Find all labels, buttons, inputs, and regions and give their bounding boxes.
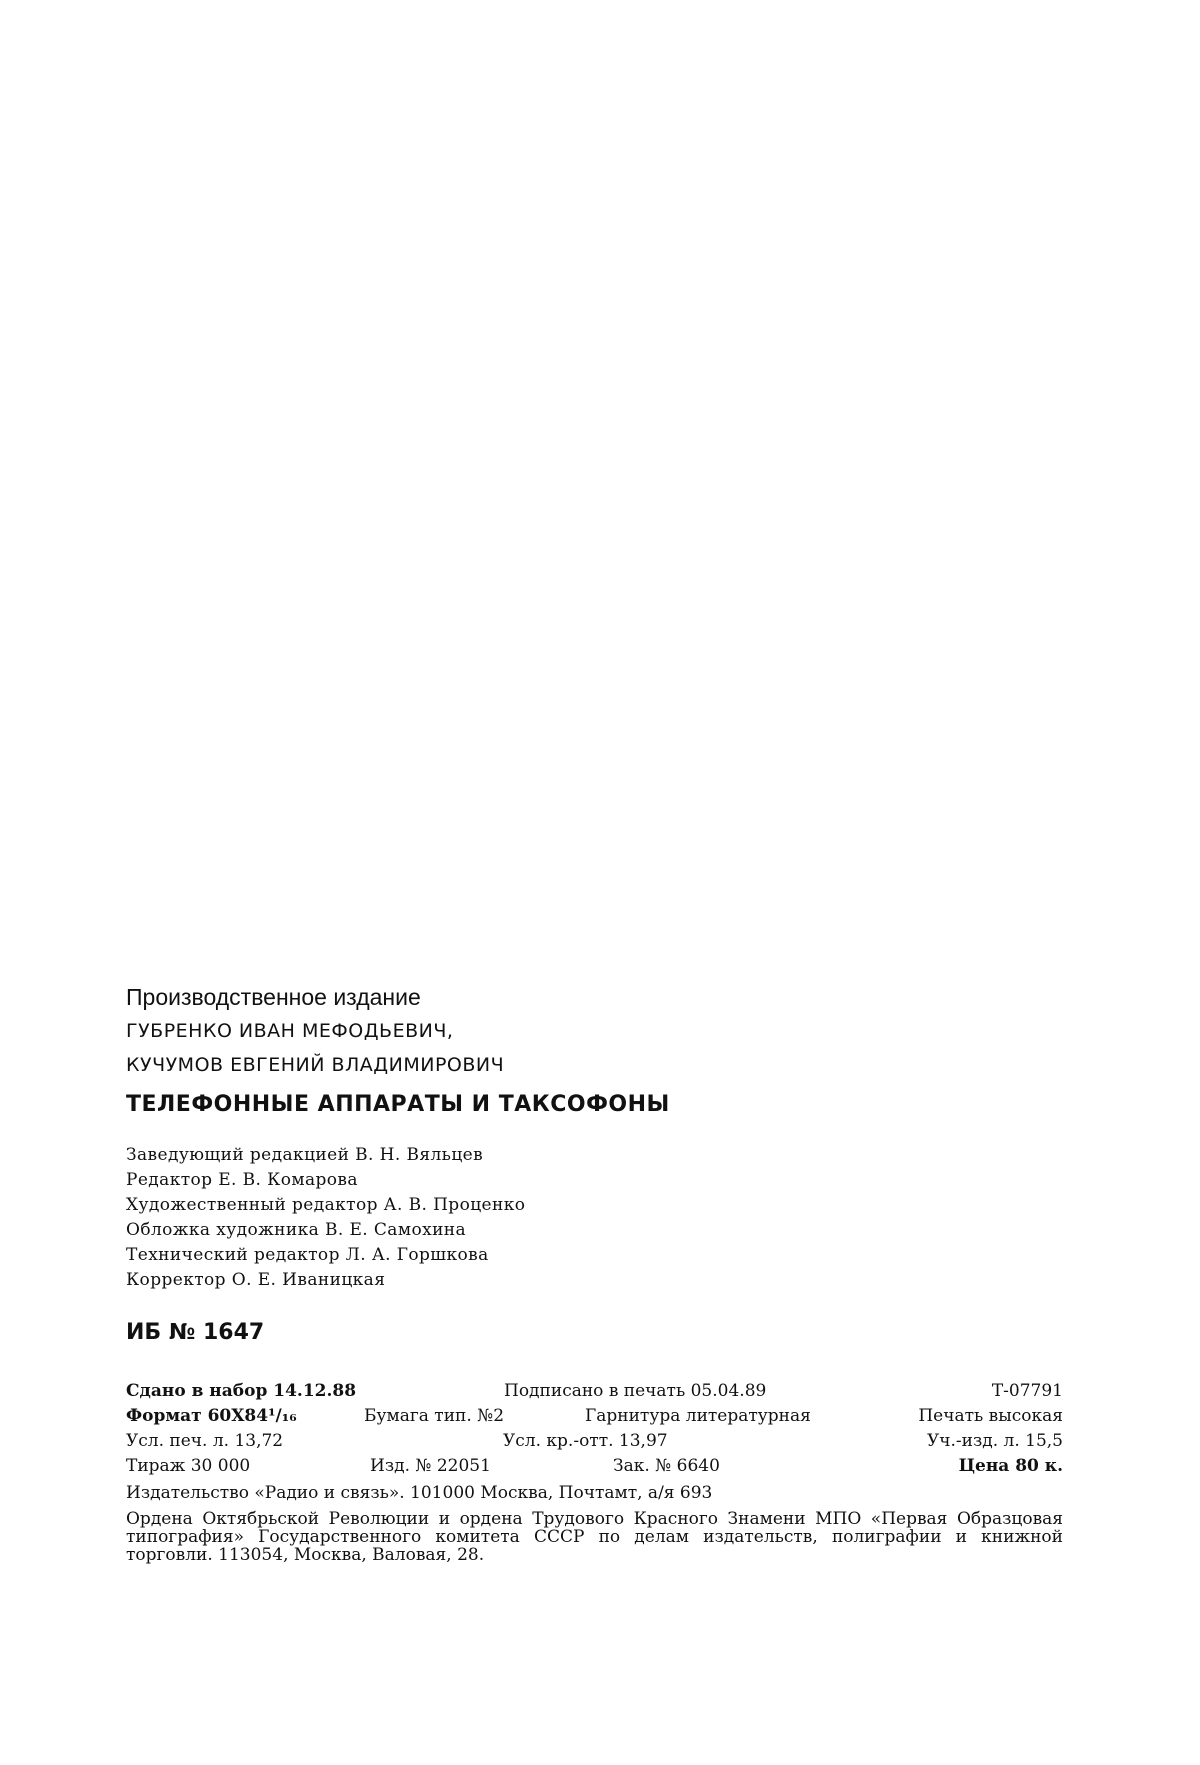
imprint-cell: Печать высокая [918,1406,1063,1426]
author-1: ГУБРЕНКО ИВАН МЕФОДЬЕВИЧ, [126,1020,454,1042]
imprint-cell: Сдано в набор 14.12.88 [126,1381,357,1401]
imprint-cell: Изд. № 22051 [370,1456,491,1476]
imprint-row [126,1404,1076,1429]
ib-number: ИБ № 1647 [126,1320,265,1345]
imprint-cell: Подписано в печать 05.04.89 [504,1381,767,1401]
staff-item: Художественный редактор А. В. Проценко [126,1195,526,1215]
staff-item: Заведующий редакцией В. Н. Вяльцев [126,1145,484,1165]
staff-item: Корректор О. Е. Иваницкая [126,1270,386,1290]
imprint-cell: Уч.-изд. л. 15,5 [926,1431,1063,1451]
imprint-cell: Цена 80 к. [958,1456,1063,1476]
imprint-row [126,1379,1076,1404]
imprint-cell: Усл. кр.-отт. 13,97 [503,1431,668,1451]
imprint-row [126,1429,1076,1454]
staff-list [126,1143,1076,1293]
imprint-cell: Тираж 30 000 [126,1456,251,1476]
colophon [126,985,1076,1564]
imprint-cell: Т-07791 [991,1381,1063,1401]
authors [126,1017,1076,1079]
staff-item: Редактор Е. В. Комарова [126,1170,358,1190]
imprint-cell: Зак. № 6640 [613,1456,720,1476]
imprint-cell: Бумага тип. №2 [364,1406,505,1426]
printer-line: Ордена Октябрьской Революции и ордена Трудового Красного Знамени МПО «Первая Образцовая типография» Государственного комитета СССР по делам издательств, полиграфии и книжной торговли. 113054, Москва, Валовая, 28. [126,1509,1063,1565]
staff-item: Обложка художника В. Е. Самохина [126,1220,467,1240]
imprint-cell: Гарнитура литературная [585,1406,811,1426]
author-2: КУЧУМОВ ЕВГЕНИЙ ВЛАДИМИРОВИЧ [126,1054,505,1076]
imprint-details [126,1379,1076,1479]
publisher-line: Издательство «Радио и связь». 101000 Москва, Почтамт, а/я 693 [126,1483,713,1503]
edition-type: Производственное издание [126,984,421,1010]
imprint-cell: Формат 60Х84¹/₁₆ [126,1406,297,1426]
imprint-cell: Усл. печ. л. 13,72 [126,1431,284,1451]
imprint-row [126,1454,1076,1479]
book-title: ТЕЛЕФОННЫЕ АППАРАТЫ И ТАКСОФОНЫ [126,1092,670,1117]
staff-item: Технический редактор Л. А. Горшкова [126,1245,489,1265]
